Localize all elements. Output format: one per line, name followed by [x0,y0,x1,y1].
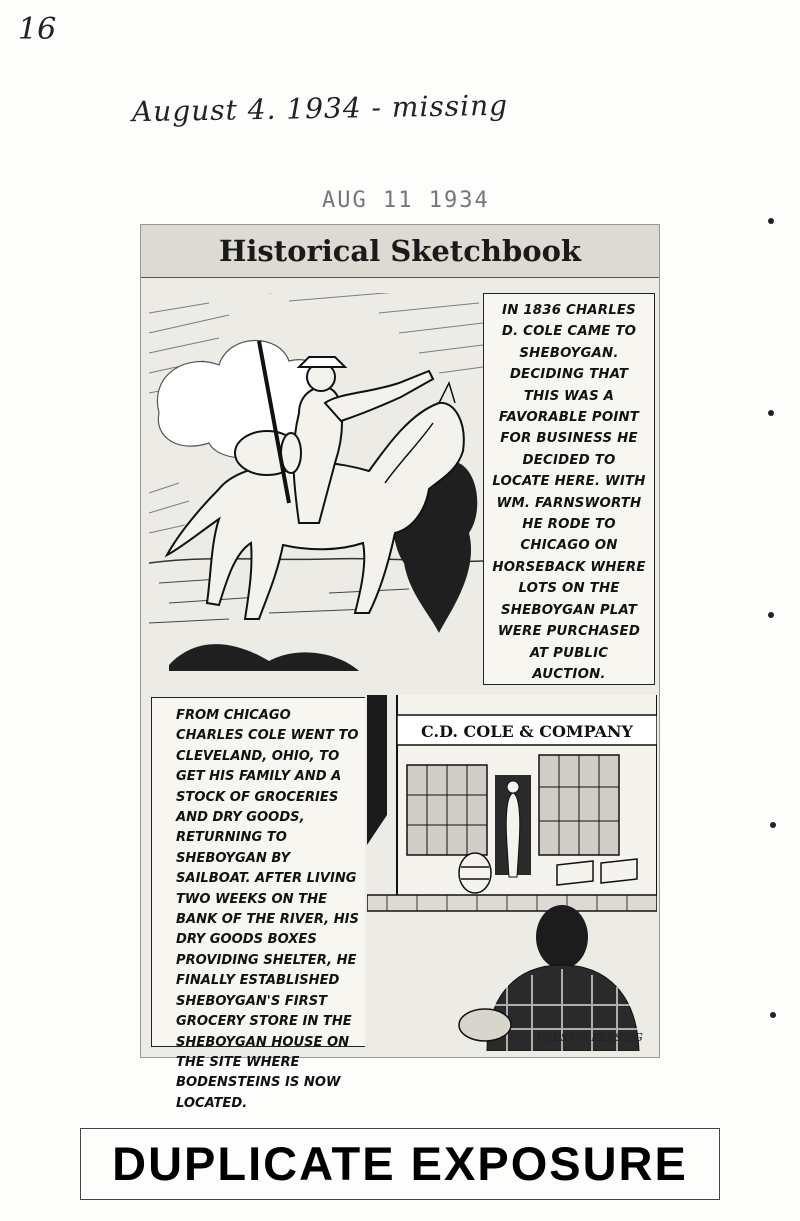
store-sign: C.D. COLE & COMPANY [421,722,633,741]
panel2-caption: FROM CHICAGO CHARLES COLE WENT TO CLEVELAND, OHIO, TO GET HIS FAMILY AND A STOCK OF GROCERIES AND DRY GOODS, RETURNING TO SHEBOYGAN BY SAILBOAT. AFTER LIVING TWO WEEKS ON THE BANK OF THE RIVER, HIS DRY GOODS BOXES PROVIDING SHELTER, HE FINALLY ESTABLISHED SHEBOYGAN'S FIRST GROCERY STORE IN THE SHEBOYGAN HOUSE ON THE SITE WHERE BODENSTEINS IS NOW LOCATED. [151,697,365,1047]
newspaper-clipping [140,224,660,1111]
margin-mark [768,218,774,224]
clipping-title: Historical Sketchbook [141,225,659,278]
store-illustration [367,695,657,1051]
margin-mark [768,612,774,618]
handwritten-note: August 4. 1934 - missing [131,88,509,129]
date-stamp: AUG 11 1934 [322,188,490,213]
stamp-text: DUPLICATE EXPOSURE [112,1137,688,1190]
margin-mark [770,822,776,828]
artist-credit: PRESS-C.KLESSIG [537,1031,643,1044]
riders-illustration [149,293,483,693]
page-number: 16 [18,12,57,47]
duplicate-exposure-stamp [80,1128,720,1200]
margin-mark [768,410,774,416]
margin-mark [770,1012,776,1018]
panel1-caption: IN 1836 CHARLES D. COLE CAME TO SHEBOYGAN. DECIDING THAT THIS WAS A FAVORABLE POINT FOR BUSINESS HE DECIDED TO LOCATE HERE. WITH WM. FARNSWORTH HE RODE TO CHICAGO ON HORSEBACK WHERE LOTS ON THE SHEBOYGAN PLAT WERE PURCHASED AT PUBLIC AUCTION. [483,293,655,685]
